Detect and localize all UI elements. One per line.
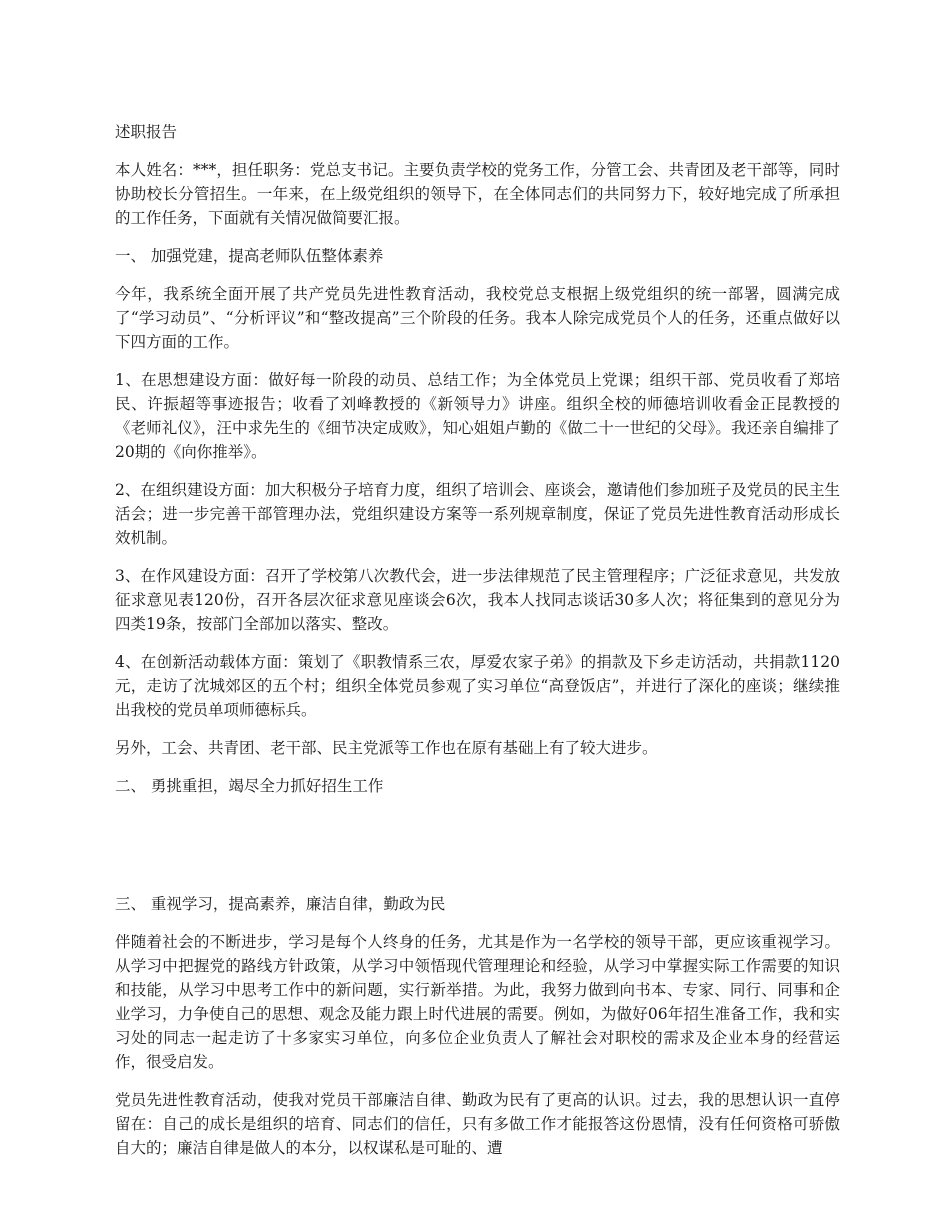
document-body [115, 120, 840, 1174]
section-1-item-1: 1、在思想建设方面：做好每一阶段的动员、总结工作；为全体党员上党课；组织干部、党员收看了郑培民、许振超等事迹报告；收看了刘峰教授的《新领导力》讲座。组织全校的师德培训收看金正昆教授的《老师礼仪》，汪中求先生的《细节决定成败》，知心姐姐卢勤的《做二十一世纪的父母》。我还亲自编排了20期的《向你推举》。 [115, 371, 840, 461]
section-3-paragraph-2: 党员先进性教育活动，使我对党员干部廉洁自律、勤政为民有了更高的认识。过去，我的思想认识一直停留在：自己的成长是组织的培育、同志们的信任，只有多做工作才能报答这份恩情，没有任何资格可骄傲自大的；廉洁自律是做人的本分，以权谋私是可耻的、遭 [115, 1091, 840, 1157]
section-1-extra: 另外，工会、共青团、老干部、民主党派等工作也在原有基础上有了较大进步。 [115, 739, 658, 757]
section-1-heading: 一、 加强党建，提高老师队伍整体素养 [115, 247, 384, 265]
section-1-intro: 今年，我系统全面开展了共产党员先进性教育活动，我校党总支根据上级党组织的统一部署，圆满完成了“学习动员”、“分析评议”和“整改提高”三个阶段的任务。我本人除完成党员个人的任务，还重点做好以下四方面的工作。 [115, 285, 840, 351]
section-1-item-4: 4、在创新活动载体方面：策划了《职教情系三农，厚爱农家子弟》的捐款及下乡走访活动，共捐款1120元，走访了沈城郊区的五个村；组织全体党员参观了实习单位“高登饭店”，并进行了深化的座谈；继续推出我校的党员单项师德标兵。 [115, 653, 840, 719]
section-1-item-2: 2、在组织建设方面：加大积极分子培育力度，组织了培训会、座谈会，邀请他们参加班子及党员的民主生活会；进一步完善干部管理办法，党组织建设方案等一系列规章制度，保证了党员先进性教育活动形成长效机制。 [115, 481, 840, 547]
section-1-item-3: 3、在作风建设方面：召开了学校第八次教代会，进一步法律规范了民主管理程序；广泛征求意见，共发放征求意见表120份，召开各层次征求意见座谈会6次，我本人找同志谈话30多人次；将征集到的意见分为四类19条，按部门全部加以落实、整改。 [115, 567, 840, 633]
intro-paragraph: 本人姓名：***，担任职务：党总支书记。主要负责学校的党务工作，分管工会、共青团及老干部等，同时协助校长分管招生。一年来，在上级党组织的领导下，在全体同志们的共同努力下，较好地完成了所承担的工作任务，下面就有关情况做简要汇报。 [115, 161, 840, 227]
blank-space [115, 812, 840, 892]
section-3-paragraph-1: 伴随着社会的不断进步，学习是每个人终身的任务，尤其是作为一名学校的领导干部，更应该重视学习。从学习中把握党的路线方针政策，从学习中领悟现代管理理论和经验，从学习中掌握实际工作需要的知识和技能，从学习中思考工作中的新问题，实行新举措。为此，我努力做到向书本、专家、同行、同事和企业学习，力争使自己的思想、观念及能力跟上时代进展的需要。例如，为做好06年招生准备工作，我和实习处的同志一起走访了十多家实习单位，向多位企业负责人了解社会对职校的需求及企业本身的经营运作，很受启发。 [115, 933, 840, 1071]
section-3-heading: 三、 重视学习，提高素养，廉洁自律，勤政为民 [115, 895, 446, 913]
section-2-heading: 二、 勇挑重担，竭尽全力抓好招生工作 [115, 777, 384, 795]
document-title: 述职报告 [115, 123, 178, 141]
